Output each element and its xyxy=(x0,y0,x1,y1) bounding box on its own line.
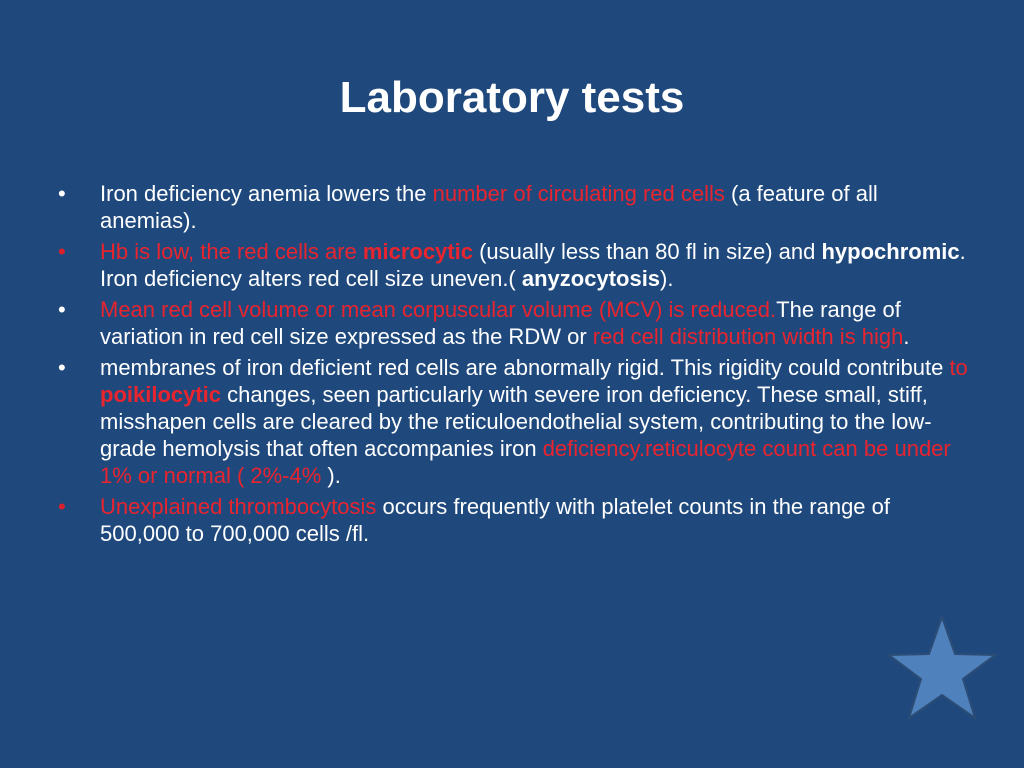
bullet-marker: • xyxy=(58,355,66,380)
star-shape xyxy=(889,617,995,718)
bullet-text: ). xyxy=(660,266,674,291)
highlight-text: Mean red cell volume or mean corpuscular volume (MCV) is reduced. xyxy=(100,297,777,322)
bullet-item-4 xyxy=(58,354,968,489)
bullet-text: occurs frequently with platelet counts in the range of 500,000 to 700,000 cells /fl. xyxy=(100,494,891,546)
highlight-text: Hb is low, the red cells are xyxy=(100,239,363,264)
bullet-text: (a feature of all anemias). xyxy=(100,181,878,233)
star-icon xyxy=(886,614,998,722)
bullet-item-2 xyxy=(58,238,968,292)
bullet-text: membranes of iron deficient red cells are abnormally rigid. This rigidity could contribute xyxy=(100,355,950,380)
bullet-marker: • xyxy=(58,297,66,322)
highlight-text: red cell distribution width is high xyxy=(592,324,904,349)
bullet-marker: • xyxy=(58,181,66,206)
highlight-text: to xyxy=(949,355,968,380)
highlight-text: Unexplained thrombocytosis xyxy=(100,494,377,519)
slide-title: Laboratory tests xyxy=(339,73,685,122)
highlight-text: deficiency.reticulocyte count can be under 1% or normal ( 2%-4% xyxy=(100,436,951,488)
bullet-marker: • xyxy=(58,494,66,519)
bullet-text: (usually less than 80 fl in size) and xyxy=(472,239,822,264)
bullet-marker: • xyxy=(58,239,66,264)
bullet-text: ). xyxy=(327,463,341,488)
bullet-item-1 xyxy=(58,180,968,234)
bullet-text: The range of variation in red cell size expressed as the RDW or xyxy=(100,297,901,349)
bullet-item-3 xyxy=(58,296,968,350)
bullet-text: changes, seen particularly with severe iron deficiency. These small, stiff, misshapen cells are cleared by the reticuloendothelial system, contributing to the low-grade hemolysis that often accompanies iron xyxy=(100,382,932,461)
highlight-bold-text: poikilocytic xyxy=(100,382,222,407)
bullet-text: Iron deficiency anemia lowers the xyxy=(100,181,433,206)
bold-text: anyzocytosis xyxy=(521,266,661,291)
highlight-bold-text: microcytic xyxy=(362,239,473,264)
bold-text: hypochromic xyxy=(821,239,960,264)
bullet-list xyxy=(58,180,968,551)
highlight-text: number of circulating red cells xyxy=(432,181,725,206)
bullet-text: . xyxy=(903,324,910,349)
bullet-item-5 xyxy=(58,493,968,547)
bullet-text: . Iron deficiency alters red cell size uneven.( xyxy=(100,239,966,291)
